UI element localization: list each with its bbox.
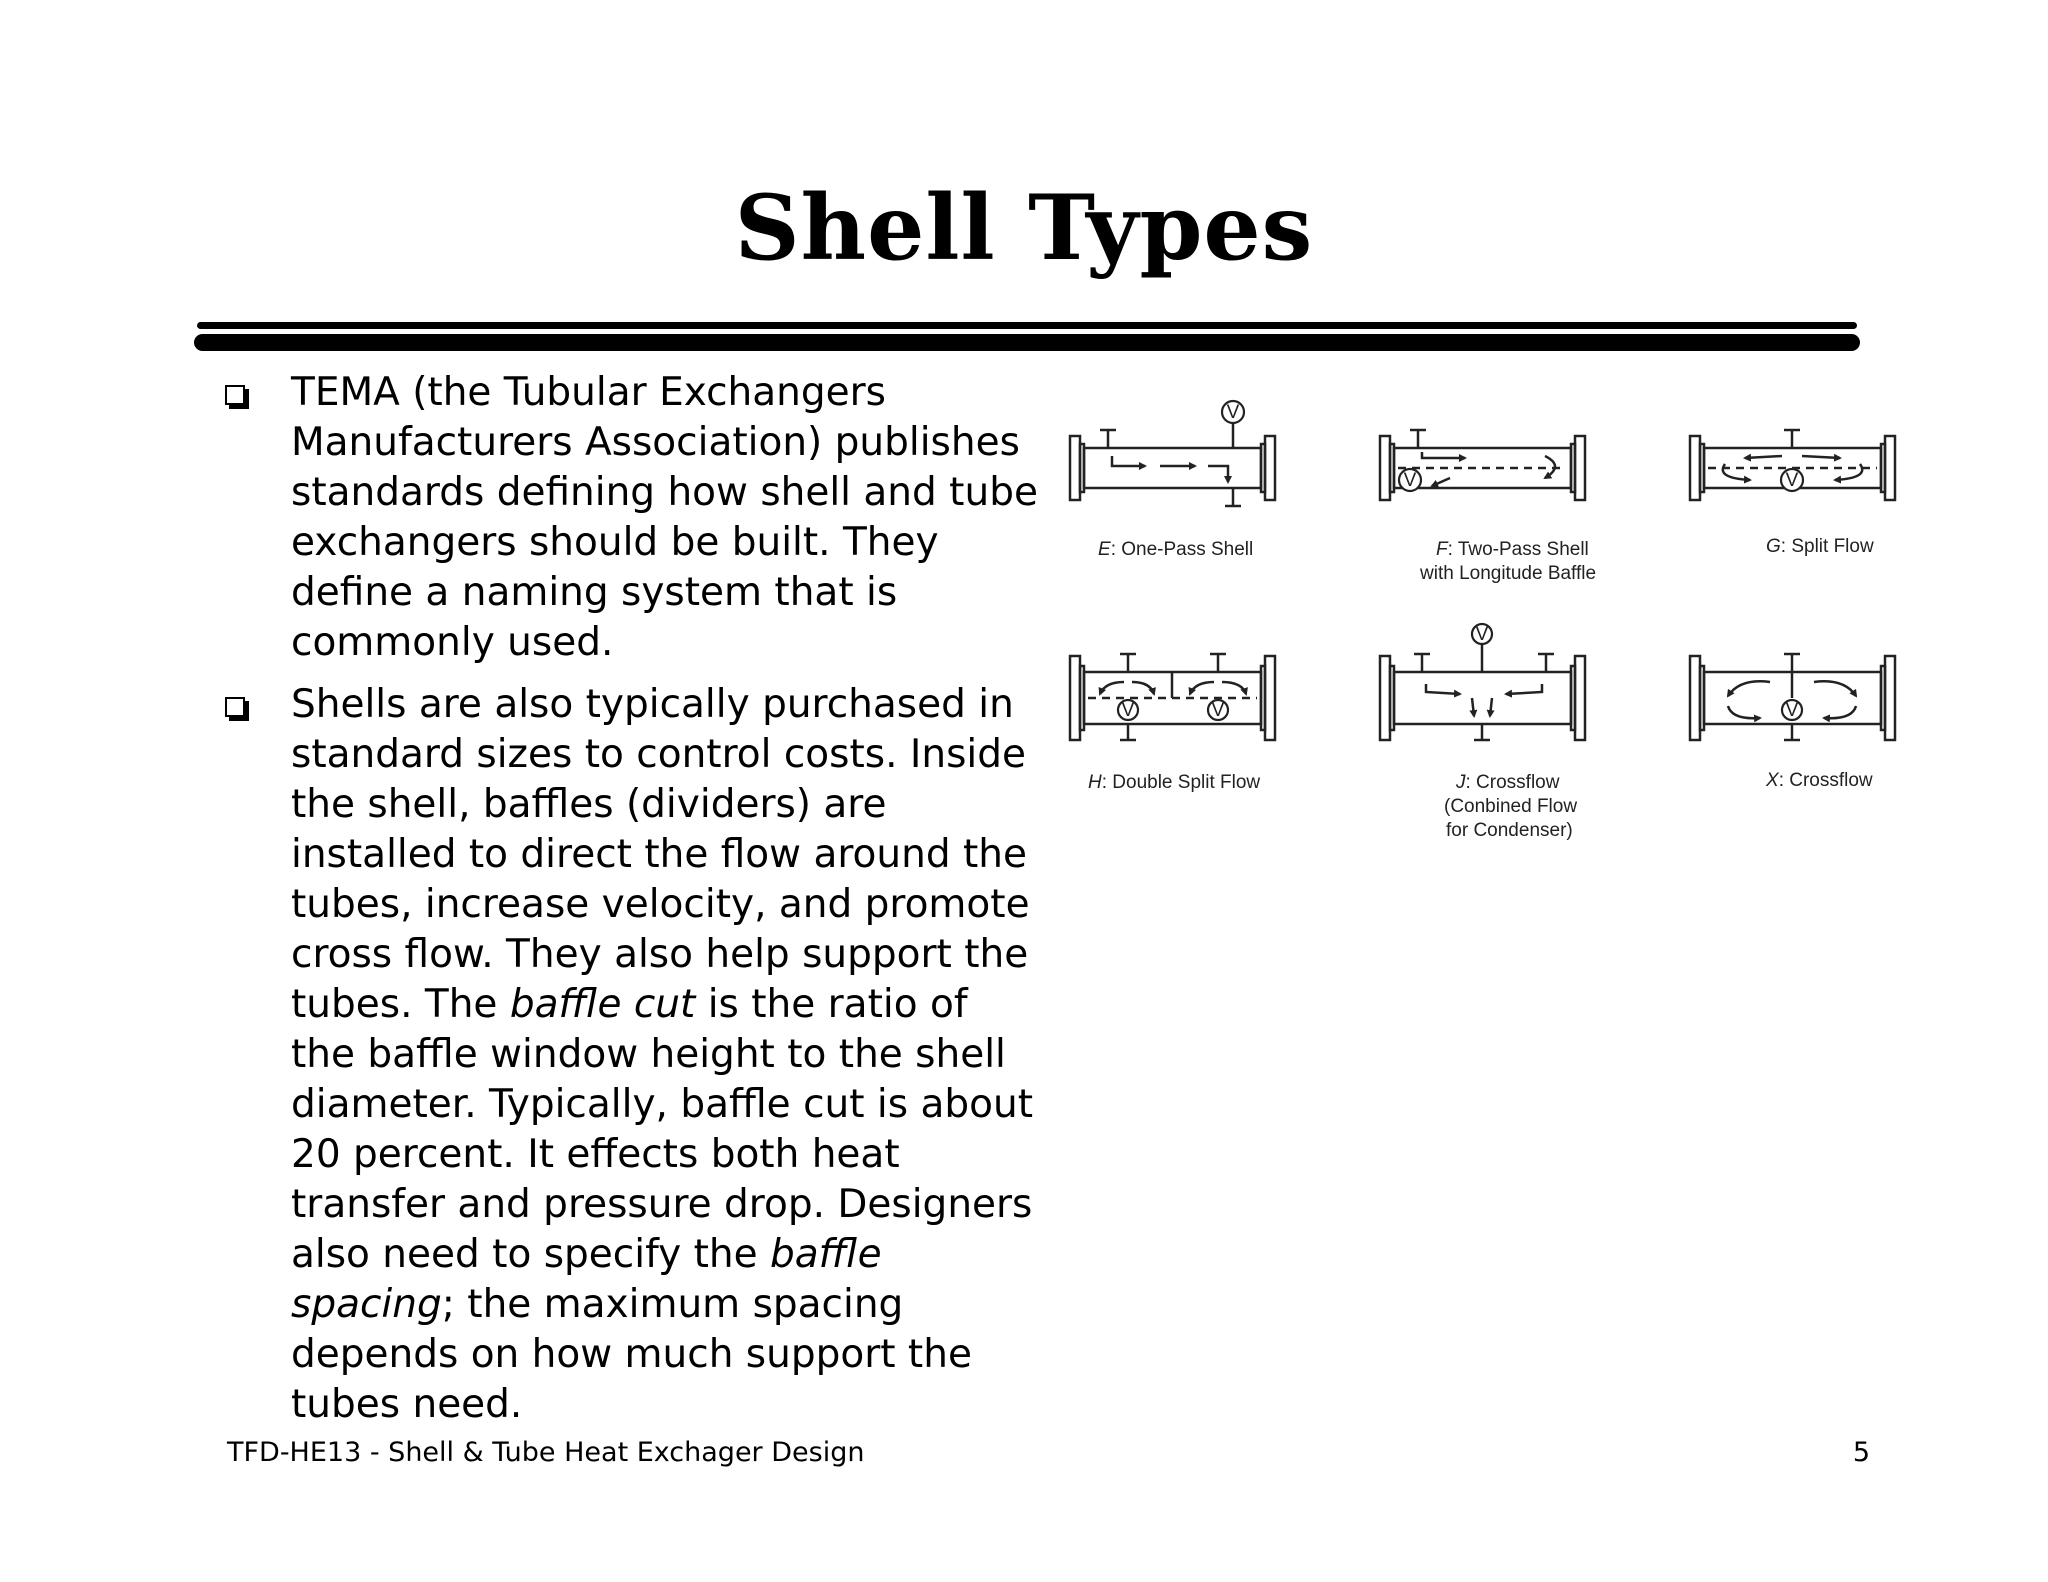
shell-types-diagram: [1050, 390, 1950, 870]
shell-type-f: [1380, 430, 1596, 584]
shell-caption-line: (Conbined Flow: [1444, 796, 1578, 817]
valve-icon: [1781, 469, 1803, 491]
shell-letter: E: [1098, 539, 1111, 560]
shell-body: [1690, 654, 1895, 740]
shell-letter: H: [1088, 772, 1102, 793]
footer-course-title: TFD-HE13 - Shell & Tube Heat Exchager Design: [227, 1437, 865, 1468]
shell-letter: G: [1766, 536, 1781, 557]
shell-caption-line: with Longitude Baffle: [1420, 563, 1597, 584]
bullet-text-emphasis: baffle spacing: [291, 1232, 882, 1327]
slide-title: Shell Types: [734, 175, 1314, 281]
valve-label: V: [1475, 624, 1489, 645]
shell-body: [1070, 654, 1275, 740]
shell-caption-line: : Double Split Flow: [1101, 772, 1261, 793]
shell-caption: [1436, 539, 1589, 560]
checkbox-bullet-icon: [225, 385, 245, 405]
bullet-text-emphasis: baffle cut: [509, 982, 696, 1027]
flow-arrow: [1112, 456, 1228, 482]
shell-type-g: [1690, 430, 1895, 557]
flow-arrow: [1426, 684, 1542, 716]
bullet-text-segment: Shells are also typically purchased in standard sizes to control costs. Inside the shell, baffles (dividers) are installed to direct the flow around the tubes, increase velocity, and promote cross flow. They also help support the tubes. The: [291, 682, 1030, 1027]
shell-type-x: [1690, 654, 1895, 791]
valve-label: V: [1226, 402, 1240, 423]
shell-body: [1070, 422, 1275, 506]
bullet-item: [220, 368, 1040, 668]
shell-caption-line: : Split Flow: [1780, 536, 1874, 557]
valve-label: V: [1211, 700, 1225, 721]
valve-icon: [1472, 624, 1492, 645]
shell-caption: [1765, 770, 1873, 791]
valve-label: V: [1121, 700, 1135, 721]
shell-caption: [1766, 536, 1874, 557]
title-divider-thin: [197, 322, 1857, 329]
bullet-text-segment: ; the maximum spacing depends on how much support the tubes need.: [291, 1282, 972, 1427]
valve-icon: [1222, 401, 1244, 423]
bullet-text-segment: is the ratio of the baffle window height to the shell diameter. Typically, baffle cut is about 20 percent. It effects both heat transfer and pressure drop. Designers also need to specify the: [291, 982, 1033, 1277]
shell-type-e: [1070, 401, 1275, 560]
shell-letter: X: [1766, 770, 1779, 791]
shell-caption: [1455, 772, 1560, 793]
shell-caption-line: : Crossflow: [1465, 772, 1560, 793]
title-divider-thick: [194, 334, 1860, 351]
shell-caption: [1098, 539, 1253, 560]
valve-icon: [1782, 700, 1802, 721]
valve-icon: [1208, 700, 1228, 721]
shell-caption-line: : One-Pass Shell: [1110, 539, 1254, 560]
valve-label: V: [1785, 700, 1799, 721]
shell-type-j: [1380, 624, 1585, 841]
bullet-text: [291, 370, 1038, 665]
bullet-text: [291, 682, 1033, 1427]
shell-types-figure: [1050, 390, 1950, 870]
shell-letter: J: [1456, 772, 1466, 793]
shell-caption: [1088, 772, 1260, 793]
valve-icon: [1118, 700, 1138, 721]
shell-body: [1380, 642, 1585, 740]
bullet-text-segment: TEMA (the Tubular Exchangers Manufacturers Association) publishes standards defining how shell and tube exchangers should be built. They define a naming system that is commonly used.: [291, 370, 1038, 665]
valve-icon: [1399, 469, 1421, 491]
shell-caption-line: : Two-Pass Shell: [1447, 539, 1589, 560]
shell-type-h: [1070, 654, 1275, 793]
shell-letter: F: [1436, 539, 1448, 560]
shell-caption-line: for Condenser): [1446, 820, 1573, 841]
checkbox-bullet-icon: [225, 697, 245, 717]
shell-caption-line: : Crossflow: [1778, 770, 1873, 791]
valve-label: V: [1785, 470, 1799, 491]
bullet-item: [220, 680, 1040, 1430]
bullet-list: [220, 368, 1040, 1442]
valve-label: V: [1403, 470, 1417, 491]
page-number: 5: [1852, 1437, 1870, 1468]
